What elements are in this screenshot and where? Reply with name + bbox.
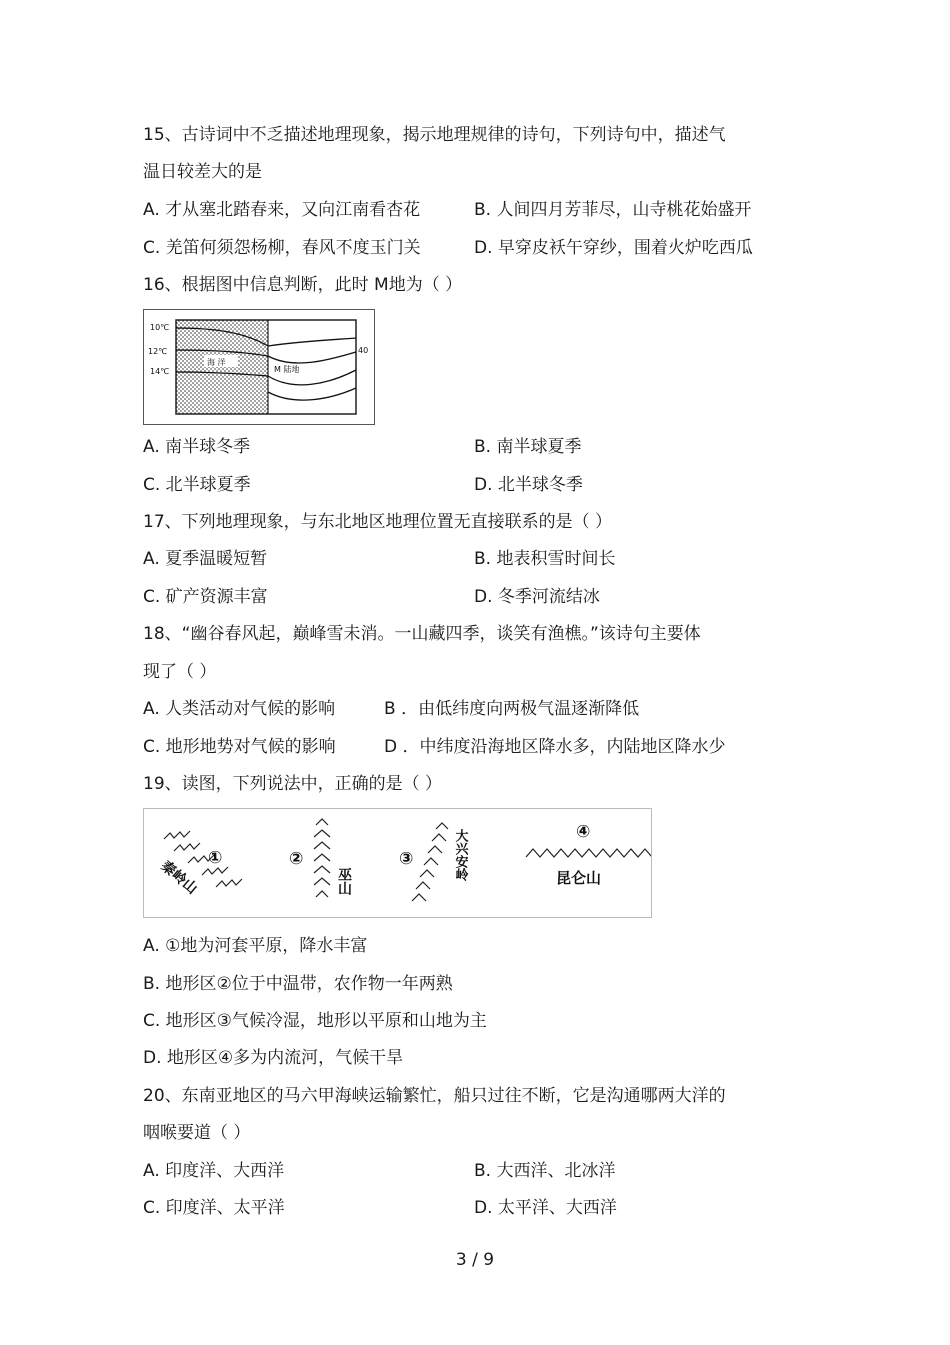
q20-option-a: A. 印度洋、大西洋 [143, 1161, 285, 1181]
q16-option-c: C. 北半球夏季 [143, 475, 251, 495]
page-number: 3 / 9 [455, 1250, 495, 1270]
name-3: 大兴安岭 [452, 829, 468, 881]
q16-stem: 16、根据图中信息判断，此时 M地为（ ） [143, 275, 463, 295]
q20-option-b: B. 大西洋、北冰洋 [474, 1161, 616, 1181]
q15-option-d: D. 早穿皮袄午穿纱，围着火炉吃西瓜 [474, 238, 753, 258]
q18-option-b: B ．由低纬度向两极气温逐渐降低 [384, 699, 640, 719]
isotherm-diagram [144, 310, 374, 424]
mark-1: ① [208, 848, 223, 868]
q20-option-c: C. 印度洋、太平洋 [143, 1198, 285, 1218]
q17-option-d: D. 冬季河流结冰 [474, 587, 600, 607]
q17-stem: 17、下列地理现象，与东北地区地理位置无直接联系的是（ ） [143, 512, 613, 532]
q19-mountains-figure [143, 808, 652, 918]
mark-3: ③ [399, 849, 414, 869]
range-4-symbol [526, 849, 651, 857]
label-12c: 12℃ [148, 347, 168, 356]
q19-stem: 19、读图，下列说法中，正确的是（ ） [143, 774, 443, 794]
mark-4: ④ [576, 822, 591, 842]
q17-option-a: A. 夏季温暖短暂 [143, 549, 268, 569]
name-2: 巫山 [336, 867, 352, 895]
q15-option-a: A. 才从塞北踏春来，又向江南看杏花 [143, 200, 421, 220]
q18-stem: 18、“幽谷春风起，巅峰雪未消。一山藏四季，谈笑有渔樵。”该诗句主要体 [143, 624, 701, 644]
label-40: 40 [358, 346, 369, 355]
q17-option-c: C. 矿产资源丰富 [143, 587, 268, 607]
q20-stem: 20、东南亚地区的马六甲海峡运输繁忙，船只过往不断，它是沟通哪两大洋的 [143, 1086, 726, 1106]
name-1: 秦岭山 [157, 858, 201, 898]
isotherm-16 [268, 388, 356, 400]
label-m-land: M 陆地 [274, 365, 300, 374]
mountain-ranges-diagram [144, 809, 651, 917]
q18-option-c: C. 地形地势对气候的影响 [143, 737, 336, 757]
q18-option-d: D ．中纬度沿海地区降水多，内陆地区降水少 [384, 737, 726, 757]
q15-option-b: B. 人间四月芳菲尽，山寺桃花始盛开 [474, 200, 752, 220]
label-10c: 10℃ [150, 323, 170, 332]
q20-option-d: D. 太平洋、大西洋 [474, 1198, 617, 1218]
range-3-symbol [412, 823, 448, 901]
q16-option-a: A. 南半球冬季 [143, 437, 251, 457]
label-14c: 14℃ [150, 367, 170, 376]
q17-option-b: B. 地表积雪时间长 [474, 549, 616, 569]
label-ocean: 海 洋 [207, 358, 226, 367]
q20-stem-cont: 咽喉要道（ ） [143, 1123, 251, 1143]
mark-2: ② [289, 849, 304, 869]
q19-option-c: C. 地形区③气候冷湿，地形以平原和山地为主 [143, 1011, 487, 1031]
q18-stem-cont: 现了（ ） [143, 662, 217, 682]
q15-stem-cont: 温日较差大的是 [143, 162, 262, 182]
q15-option-c: C. 羌笛何须怨杨柳，春风不度玉门关 [143, 238, 421, 258]
q16-option-b: B. 南半球夏季 [474, 437, 582, 457]
name-4: 昆仑山 [556, 869, 602, 887]
q15-stem: 15、古诗词中不乏描述地理现象，揭示地理规律的诗句，下列诗句中，描述气 [143, 125, 726, 145]
q19-option-d: D. 地形区④多为内流河，气候干旱 [143, 1048, 404, 1068]
q19-option-b: B. 地形区②位于中温带，农作物一年两熟 [143, 974, 453, 994]
q16-isotherm-figure [143, 309, 375, 425]
q16-option-d: D. 北半球冬季 [474, 475, 583, 495]
q19-option-a: A. ①地为河套平原，降水丰富 [143, 936, 368, 956]
range-2-symbol [314, 819, 330, 897]
q18-option-a: A. 人类活动对气候的影响 [143, 699, 336, 719]
